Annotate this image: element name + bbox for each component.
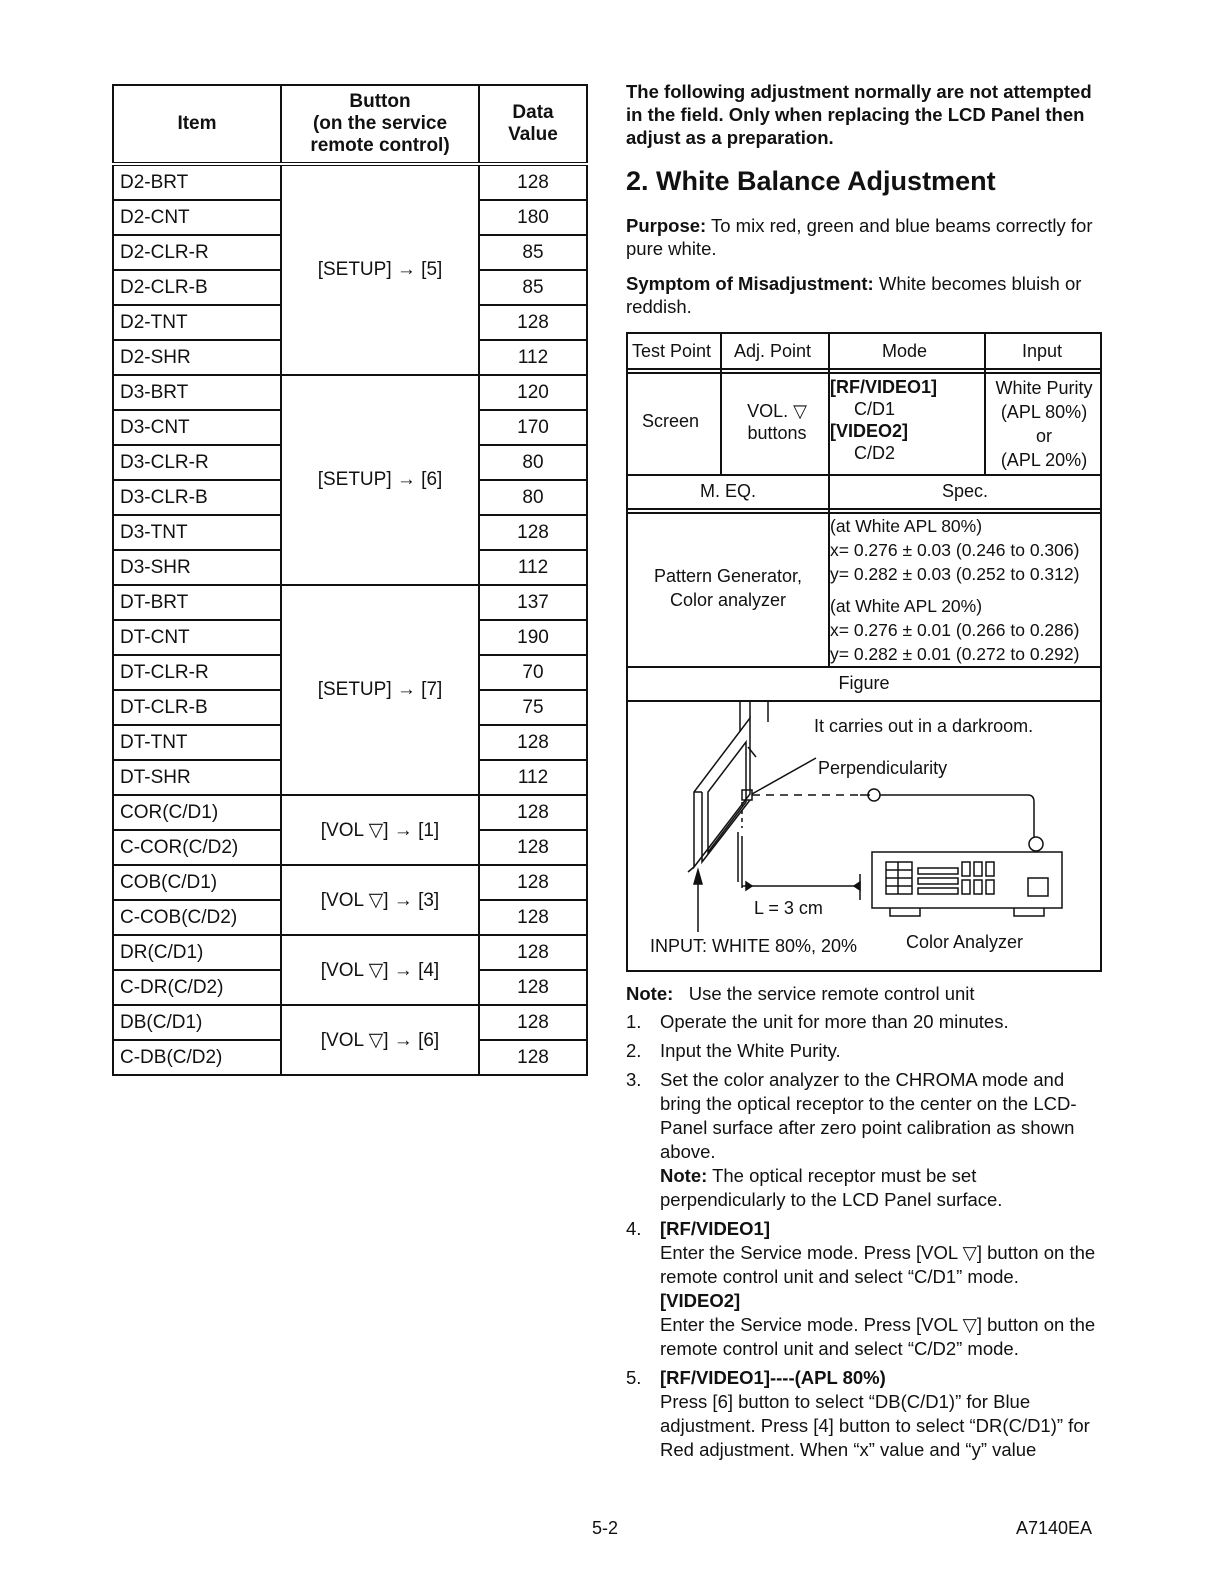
item-cell: DT-SHR bbox=[113, 760, 281, 795]
mode-rf-video1: [RF/VIDEO1] bbox=[830, 377, 938, 397]
spec-line: y= 0.282 ± 0.01 (0.272 to 0.292) bbox=[830, 644, 1080, 664]
step-4-heading-2: [VIDEO2] bbox=[660, 1290, 741, 1311]
step-4-text-2: Enter the Service mode. Press [VOL ▽] button on the remote control unit and select “C/D2” mode. bbox=[660, 1314, 1096, 1359]
symptom-body: White becomes bluish or reddish. bbox=[626, 273, 1082, 317]
item-cell: C-COR(C/D2) bbox=[113, 830, 281, 865]
step-3-text: Set the color analyzer to the CHROMA mode and bring the optical receptor to the center on the LCD-Panel surface after zero point calibration as shown above. bbox=[660, 1069, 1077, 1162]
button-cell: [SETUP] → [5] bbox=[281, 164, 479, 375]
button-cell: [VOL ▽] → [3] bbox=[281, 865, 479, 935]
spec-line: x= 0.276 ± 0.03 (0.246 to 0.306) bbox=[830, 540, 1080, 560]
header-adj-point: Adj. Point bbox=[734, 341, 812, 361]
purpose-body: To mix red, green and blue beams correctly for pure white. bbox=[626, 215, 1093, 259]
step-1-text: Operate the unit for more than 20 minutes. bbox=[660, 1011, 1009, 1032]
mode-cd2: C/D2 bbox=[854, 443, 896, 463]
value-cell: 180 bbox=[479, 200, 587, 235]
table-row bbox=[113, 585, 587, 620]
table-row bbox=[113, 935, 587, 970]
intro-note: The following adjustment normally are not attempted in the field. Only when replacing the LCD Panel then adjust as a preparation. bbox=[626, 81, 1092, 148]
step-1: 1. Operate the unit for more than 20 minutes. bbox=[626, 1011, 1009, 1032]
value-cell: 112 bbox=[479, 340, 587, 375]
value-cell: 190 bbox=[479, 620, 587, 655]
step-4: 4. [RF/VIDEO1] Enter the Service mode. Press [VOL ▽] button on the remote control unit and select “C/D1” mode. [VIDEO2] Enter the Service mode. Press [VOL ▽] button on the remote control unit and select “C/D2” mode. bbox=[626, 1218, 1096, 1359]
button-cell: [SETUP] → [7] bbox=[281, 585, 479, 795]
item-cell: C-COB(C/D2) bbox=[113, 900, 281, 935]
spec-line: y= 0.282 ± 0.03 (0.252 to 0.312) bbox=[830, 564, 1080, 584]
item-cell: D3-CLR-B bbox=[113, 480, 281, 515]
table-row bbox=[113, 865, 587, 900]
button-cell: [VOL ▽] → [6] bbox=[281, 1005, 479, 1075]
value-cell: 75 bbox=[479, 690, 587, 725]
item-cell: COB(C/D1) bbox=[113, 865, 281, 900]
item-cell: DT-BRT bbox=[113, 585, 281, 620]
value-cell: 128 bbox=[479, 830, 587, 865]
step-5-heading: [RF/VIDEO1]----(APL 80%) bbox=[660, 1367, 886, 1388]
step-3-note-text: The optical receptor must be set perpendicularly to the LCD Panel surface. bbox=[660, 1165, 1003, 1210]
figure-input-label: INPUT: WHITE 80%, 20% bbox=[650, 936, 858, 956]
value-cell: 120 bbox=[479, 375, 587, 410]
item-cell: D2-CLR-B bbox=[113, 270, 281, 305]
figure-perpendicularity-label: Perpendicularity bbox=[818, 758, 948, 778]
header-spec: Spec. bbox=[941, 481, 989, 501]
item-cell: D3-CNT bbox=[113, 410, 281, 445]
section-title: 2. White Balance Adjustment bbox=[626, 166, 996, 196]
item-cell: D3-SHR bbox=[113, 550, 281, 585]
value-cell: 128 bbox=[479, 795, 587, 830]
step-4-heading-1: [RF/VIDEO1] bbox=[660, 1218, 770, 1239]
page-number: 5-2 bbox=[592, 1518, 619, 1538]
item-cell: D3-BRT bbox=[113, 375, 281, 410]
item-cell: C-DR(C/D2) bbox=[113, 970, 281, 1005]
step-3-note-label: Note: bbox=[660, 1165, 708, 1186]
note-line bbox=[626, 982, 1106, 1006]
header-test-point: Test Point bbox=[632, 341, 712, 361]
item-cell: DR(C/D1) bbox=[113, 935, 281, 970]
note-text: Use the service remote control unit bbox=[688, 983, 975, 1004]
figure-analyzer-label: Color Analyzer bbox=[906, 932, 1024, 952]
input-value: White Purity (APL 80%) or (APL 20%) bbox=[995, 378, 1093, 470]
test-point-value: Screen bbox=[642, 411, 700, 431]
document-code: A7140EA bbox=[1016, 1518, 1093, 1538]
header-figure: Figure bbox=[838, 673, 890, 693]
header-input: Input bbox=[1022, 341, 1063, 361]
value-cell: 128 bbox=[479, 935, 587, 970]
item-cell: DT-TNT bbox=[113, 725, 281, 760]
value-cell: 85 bbox=[479, 270, 587, 305]
value-cell: 70 bbox=[479, 655, 587, 690]
value-cell: 137 bbox=[479, 585, 587, 620]
mode-video2: [VIDEO2] bbox=[830, 421, 909, 441]
header-mode: Mode bbox=[882, 341, 928, 361]
value-cell: 128 bbox=[479, 900, 587, 935]
step-4-text-1: Enter the Service mode. Press [VOL ▽] button on the remote control unit and select “C/D1” mode. bbox=[660, 1242, 1096, 1287]
value-cell: 128 bbox=[479, 1005, 587, 1040]
value-cell: 112 bbox=[479, 550, 587, 585]
step-2-text: Input the White Purity. bbox=[660, 1040, 841, 1061]
button-cell: [VOL ▽] → [1] bbox=[281, 795, 479, 865]
button-cell: [VOL ▽] → [4] bbox=[281, 935, 479, 1005]
button-cell: [SETUP] → [6] bbox=[281, 375, 479, 585]
item-cell: D3-TNT bbox=[113, 515, 281, 550]
purpose-label: Purpose: bbox=[626, 215, 707, 236]
adj-point-value: VOL. ▽ buttons bbox=[747, 401, 807, 443]
item-cell: D2-SHR bbox=[113, 340, 281, 375]
spec-table bbox=[626, 332, 1102, 972]
step-5: 5. [RF/VIDEO1]----(APL 80%) Press [6] button to select “DB(C/D1)” for Blue adjustment. Press [4] button to select “DR(C/D1)” for Red adjustment. When “x” value and “y” value bbox=[626, 1367, 1090, 1460]
procedure-steps bbox=[626, 1010, 1106, 1462]
item-cell: DB(C/D1) bbox=[113, 1005, 281, 1040]
purpose-text bbox=[626, 214, 1102, 260]
item-cell: C-DB(C/D2) bbox=[113, 1040, 281, 1075]
value-cell: 85 bbox=[479, 235, 587, 270]
value-cell: 128 bbox=[479, 865, 587, 900]
item-cell: D2-BRT bbox=[113, 164, 281, 200]
item-cell: D3-CLR-R bbox=[113, 445, 281, 480]
value-cell: 128 bbox=[479, 515, 587, 550]
symptom-text bbox=[626, 272, 1102, 318]
spec-values bbox=[830, 514, 1102, 666]
figure-distance-label: L = 3 cm bbox=[754, 898, 823, 918]
darkroom-setup-figure bbox=[628, 702, 1100, 970]
spec-line: x= 0.276 ± 0.01 (0.266 to 0.286) bbox=[830, 620, 1080, 640]
item-cell: DT-CNT bbox=[113, 620, 281, 655]
value-cell: 128 bbox=[479, 164, 587, 200]
step-5-text: Press [6] button to select “DB(C/D1)” for Blue adjustment. Press [4] button to select “DR(C/D1)” for Red adjustment. When “x” value and “y” value bbox=[660, 1391, 1090, 1460]
spec-line: (at White APL 80%) bbox=[830, 516, 983, 536]
col-header-item: Item bbox=[113, 85, 281, 164]
procedure-notes bbox=[626, 982, 1106, 1467]
figure-darkroom-note: It carries out in a darkroom. bbox=[814, 716, 1034, 736]
value-cell: 128 bbox=[479, 970, 587, 1005]
item-cell: DT-CLR-B bbox=[113, 690, 281, 725]
table-row bbox=[113, 164, 587, 200]
meq-value: Pattern Generator, Color analyzer bbox=[653, 566, 803, 610]
step-3: 3. Set the color analyzer to the CHROMA mode and bring the optical receptor to the center on the LCD-Panel surface after zero point calibration as shown above. Note: The optical receptor must be set perpendicularly to the LCD Panel surface. bbox=[626, 1069, 1077, 1210]
item-cell: D2-TNT bbox=[113, 305, 281, 340]
table-row bbox=[113, 375, 587, 410]
value-cell: 112 bbox=[479, 760, 587, 795]
item-cell: D2-CLR-R bbox=[113, 235, 281, 270]
value-cell: 170 bbox=[479, 410, 587, 445]
item-cell: DT-CLR-R bbox=[113, 655, 281, 690]
spec-line: (at White APL 20%) bbox=[830, 596, 983, 616]
table-row bbox=[113, 1005, 587, 1040]
item-cell: D2-CNT bbox=[113, 200, 281, 235]
value-cell: 80 bbox=[479, 445, 587, 480]
col-header-button: Button (on the service remote control) bbox=[281, 85, 479, 164]
item-cell: COR(C/D1) bbox=[113, 795, 281, 830]
note-label: Note: bbox=[626, 983, 674, 1004]
value-cell: 80 bbox=[479, 480, 587, 515]
symptom-label: Symptom of Misadjustment: bbox=[626, 273, 874, 294]
value-cell: 128 bbox=[479, 305, 587, 340]
header-meq: M. EQ. bbox=[699, 481, 756, 501]
value-cell: 128 bbox=[479, 725, 587, 760]
table-row bbox=[113, 795, 587, 830]
mode-cd1: C/D1 bbox=[854, 399, 896, 419]
value-cell: 128 bbox=[479, 1040, 587, 1075]
step-2: 2. Input the White Purity. bbox=[626, 1040, 841, 1061]
col-header-value: Data Value bbox=[479, 85, 587, 164]
adjustment-data-table bbox=[112, 84, 588, 1076]
